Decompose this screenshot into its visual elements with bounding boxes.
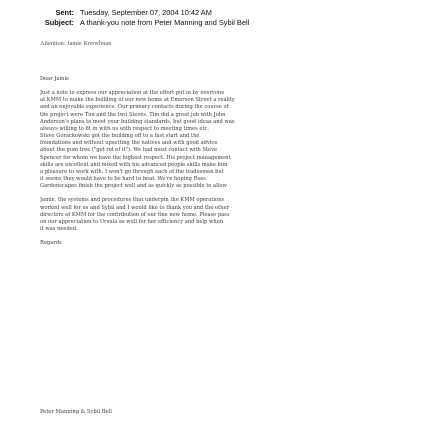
paragraph-1 [40, 90, 380, 190]
closing: Regards [40, 240, 62, 247]
body-line: skills are excellent and mixed with his advanced people skills make him [40, 161, 228, 168]
attention-line: Attention: Jamie Knowlman [40, 40, 112, 47]
body-line: Anderson's plans to meet your building standards, but good ideas and was [40, 118, 235, 125]
salutation: Dear Jamie [40, 76, 70, 82]
subject-label: Subject: [44, 17, 74, 27]
body-line: on our appreciation to Ursula as well for her efficiency and help when [40, 218, 224, 225]
body-line: directors of KMM for the contribution of our fine new home. Please pass [40, 211, 230, 218]
body-line: worked well for us and Sybil and I would like to thank you and the other [40, 204, 229, 211]
paragraph-2 [40, 197, 380, 233]
body-line: the project were Tim and the two Steves. Tim did a great job with John [40, 111, 226, 118]
sent-label: Sent: [55, 8, 74, 17]
letter-body [40, 76, 380, 254]
subject-value: A thank-you note from Peter Manning and Sybil Bell [80, 17, 250, 27]
body-line: about the gum tree ("get rid of it"). We had most contact with Steve [40, 147, 218, 154]
body-line: a pleasure to work with. I won't go through each of the tradesmen but [40, 168, 224, 175]
sent-row [0, 8, 430, 18]
subject-row [0, 18, 430, 28]
sent-value: Tuesday, September 07, 2004 10:42 AM [80, 8, 212, 17]
body-line: and an enjoyable experience. Our primary contacts during the course of [40, 104, 229, 111]
body-line: at KMM to make the building of our new home at Emerson Street a reality [40, 97, 235, 104]
signature: Peter Manning & Sybil Bell [40, 409, 112, 415]
body-line: always willing to fit in with us with respect to meeting times etc. [40, 125, 210, 132]
body-line: Spencer for whom we have the highest respect. His project management [40, 154, 231, 161]
body-line: it was needed. [40, 225, 78, 232]
body-line: Steve Gorackowski got the building off to a fast start and the [40, 133, 200, 140]
body-line: it seems they would have to be hard to beat. We're hoping Ross [40, 176, 206, 183]
body-line: Jamie, the systems and procedures that underpin the KMM operations [40, 197, 225, 204]
body-line: Just a note to express our appreciation at the effort put in by everyone [40, 90, 225, 97]
email-header [0, 8, 430, 27]
body-line: Gardenscapes finish the project well and as quickly as possible to allow [40, 183, 227, 190]
body-line: foundations and without upsetting the natives and with good advice [40, 140, 218, 147]
